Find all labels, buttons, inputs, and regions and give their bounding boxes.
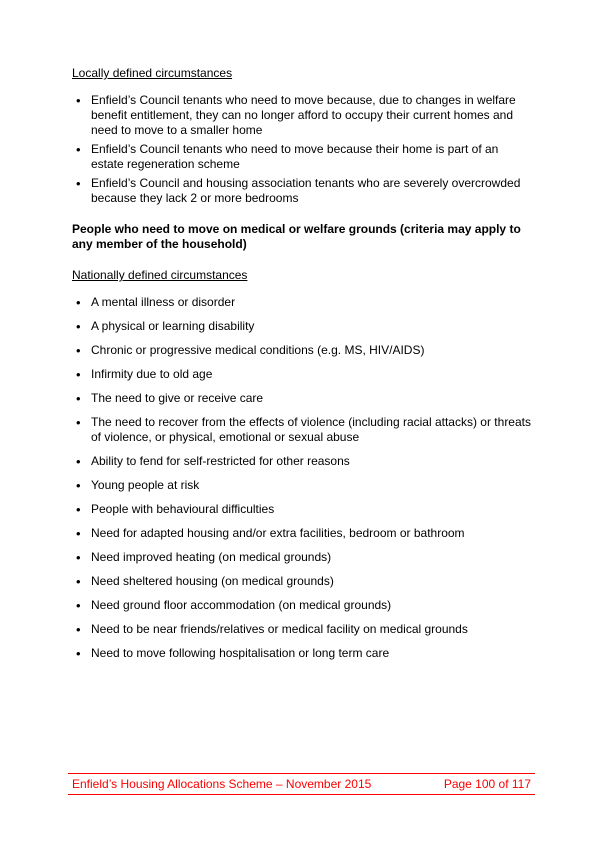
list-item: • Infirmity due to old age [72, 367, 533, 382]
footer-page-number: Page 100 of 117 [443, 777, 531, 791]
list-item: • A physical or learning disability [72, 319, 533, 334]
list-item: • Need ground floor accommodation (on medical grounds) [72, 598, 533, 613]
footer-document-title: Enfield’s Housing Allocations Scheme – November 2015 [72, 777, 372, 791]
list-item: • Enfield’s Council tenants who need to move because their home is part of an estate regeneration scheme [72, 142, 533, 172]
list-item: • Enfield’s Council tenants who need to move because, due to changes in welfare benefit entitlement, they can no longer afford to occupy their current homes and need to move to a smaller home [72, 93, 533, 138]
page-footer [68, 773, 535, 795]
list-item: • Chronic or progressive medical conditions (e.g. MS, HIV/AIDS) [72, 343, 533, 358]
list-item: • The need to give or receive care [72, 391, 533, 406]
list-item: • Need for adapted housing and/or extra facilities, bedroom or bathroom [72, 526, 533, 541]
page-content [72, 66, 533, 675]
locally-defined-bullet-list [72, 93, 533, 206]
list-item: • Need sheltered housing (on medical grounds) [72, 574, 533, 589]
list-item: • Young people at risk [72, 478, 533, 493]
nationally-defined-bullet-list [72, 295, 533, 661]
list-item: • Need to be near friends/relatives or medical facility on medical grounds [72, 622, 533, 637]
list-item: • Need improved heating (on medical grounds) [72, 550, 533, 565]
list-item: • Enfield’s Council and housing association tenants who are severely overcrowded because they lack 2 or more bedrooms [72, 176, 533, 206]
list-item: • Need to move following hospitalisation or long term care [72, 646, 533, 661]
list-item: • People with behavioural difficulties [72, 502, 533, 517]
footer-rule-bottom [68, 794, 535, 795]
list-item: • A mental illness or disorder [72, 295, 533, 310]
heading-locally-defined: Locally defined circumstances [72, 66, 233, 80]
list-item: • The need to recover from the effects of violence (including racial attacks) or threats of violence, or physical, emotional or sexual abuse [72, 415, 533, 445]
heading-medical-welfare-grounds: People who need to move on medical or welfare grounds (criteria may apply to any member of the household) [72, 222, 521, 251]
list-item: • Ability to fend for self-restricted for other reasons [72, 454, 533, 469]
heading-nationally-defined: Nationally defined circumstances [72, 268, 248, 282]
footer-text-row [68, 774, 535, 794]
